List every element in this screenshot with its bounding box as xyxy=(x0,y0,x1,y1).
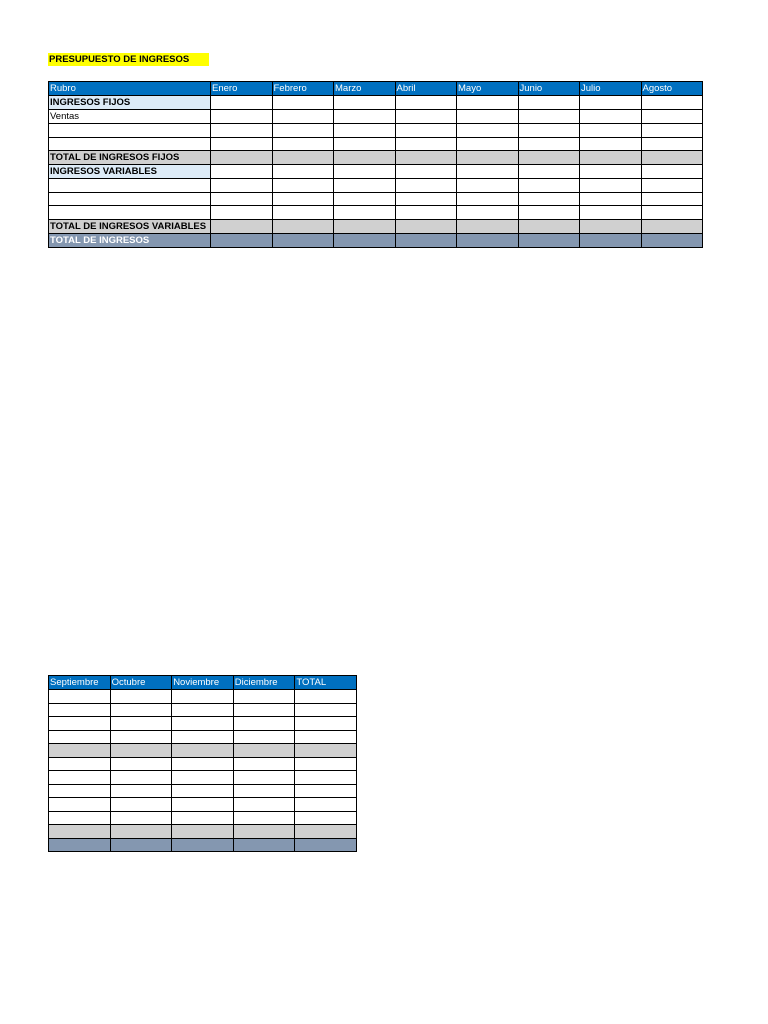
cell[interactable] xyxy=(518,219,580,233)
cell[interactable] xyxy=(110,811,172,825)
column-header-diciembre[interactable]: Diciembre xyxy=(233,676,295,690)
cell[interactable] xyxy=(641,219,703,233)
cell[interactable] xyxy=(233,717,295,731)
cell[interactable] xyxy=(172,784,234,798)
cell[interactable] xyxy=(211,151,273,165)
row-label[interactable]: INGRESOS FIJOS xyxy=(49,96,211,110)
cell[interactable] xyxy=(395,151,457,165)
cell[interactable] xyxy=(272,110,334,124)
table-row xyxy=(49,206,703,220)
cell[interactable] xyxy=(233,730,295,744)
cell[interactable] xyxy=(233,838,295,852)
cell[interactable] xyxy=(172,811,234,825)
cell[interactable] xyxy=(334,233,396,247)
cell[interactable] xyxy=(49,771,111,785)
cell[interactable] xyxy=(580,192,642,206)
row-label[interactable]: TOTAL DE INGRESOS VARIABLES xyxy=(49,219,211,233)
cell[interactable] xyxy=(641,137,703,151)
cell[interactable] xyxy=(641,179,703,193)
header-row xyxy=(49,82,703,96)
cell[interactable] xyxy=(295,690,357,704)
cell[interactable] xyxy=(518,192,580,206)
cell[interactable] xyxy=(172,757,234,771)
cell[interactable] xyxy=(110,717,172,731)
cell[interactable] xyxy=(295,744,357,758)
header-row xyxy=(49,676,357,690)
cell[interactable] xyxy=(395,192,457,206)
cell[interactable] xyxy=(518,233,580,247)
row-label[interactable]: Ventas xyxy=(49,110,211,124)
cell[interactable] xyxy=(110,825,172,839)
cell[interactable] xyxy=(172,717,234,731)
table-row xyxy=(49,192,703,206)
table-row xyxy=(49,703,357,717)
cell[interactable] xyxy=(580,219,642,233)
cell[interactable] xyxy=(580,96,642,110)
cell[interactable] xyxy=(641,110,703,124)
cell[interactable] xyxy=(172,825,234,839)
cell[interactable] xyxy=(272,206,334,220)
cell[interactable] xyxy=(233,798,295,812)
row-label[interactable] xyxy=(49,179,211,193)
cell[interactable] xyxy=(272,233,334,247)
section-row xyxy=(49,96,703,110)
cell[interactable] xyxy=(395,96,457,110)
row-label[interactable]: TOTAL DE INGRESOS xyxy=(49,233,211,247)
cell[interactable] xyxy=(457,206,519,220)
table-row xyxy=(49,179,703,193)
cell[interactable] xyxy=(395,124,457,138)
cell[interactable] xyxy=(49,730,111,744)
table-row xyxy=(49,784,357,798)
cell[interactable] xyxy=(49,784,111,798)
cell[interactable] xyxy=(334,179,396,193)
cell[interactable] xyxy=(110,784,172,798)
cell[interactable] xyxy=(49,690,111,704)
cell[interactable] xyxy=(518,137,580,151)
cell[interactable] xyxy=(295,811,357,825)
cell[interactable] xyxy=(172,690,234,704)
cell[interactable] xyxy=(110,798,172,812)
cell[interactable] xyxy=(49,798,111,812)
cell[interactable] xyxy=(272,179,334,193)
subtotal-row xyxy=(49,825,357,839)
cell[interactable] xyxy=(334,110,396,124)
cell[interactable] xyxy=(110,690,172,704)
cell[interactable] xyxy=(395,137,457,151)
column-header-total[interactable]: TOTAL xyxy=(295,676,357,690)
cell[interactable] xyxy=(457,96,519,110)
row-label[interactable] xyxy=(49,137,211,151)
cell[interactable] xyxy=(295,838,357,852)
cell[interactable] xyxy=(641,192,703,206)
cell[interactable] xyxy=(395,165,457,179)
cell[interactable] xyxy=(172,771,234,785)
cell[interactable] xyxy=(49,811,111,825)
cell[interactable] xyxy=(457,165,519,179)
table-row xyxy=(49,757,357,771)
cell[interactable] xyxy=(518,151,580,165)
cell[interactable] xyxy=(457,233,519,247)
cell[interactable] xyxy=(395,219,457,233)
cell[interactable] xyxy=(272,151,334,165)
table-row xyxy=(49,124,703,138)
cell[interactable] xyxy=(272,137,334,151)
column-header-enero[interactable]: Enero xyxy=(211,82,273,96)
cell[interactable] xyxy=(211,206,273,220)
cell[interactable] xyxy=(580,165,642,179)
cell[interactable] xyxy=(518,96,580,110)
cell[interactable] xyxy=(211,179,273,193)
column-header-mayo[interactable]: Mayo xyxy=(457,82,519,96)
cell[interactable] xyxy=(334,192,396,206)
subtotal-row xyxy=(49,744,357,758)
cell[interactable] xyxy=(518,124,580,138)
subtotal-row xyxy=(49,151,703,165)
cell[interactable] xyxy=(211,96,273,110)
cell[interactable] xyxy=(457,192,519,206)
column-header-febrero[interactable]: Febrero xyxy=(272,82,334,96)
column-header-septiembre[interactable]: Septiembre xyxy=(49,676,111,690)
row-label[interactable]: TOTAL DE INGRESOS FIJOS xyxy=(49,151,211,165)
cell[interactable] xyxy=(334,137,396,151)
cell[interactable] xyxy=(457,151,519,165)
cell[interactable] xyxy=(457,110,519,124)
cell[interactable] xyxy=(233,771,295,785)
cell[interactable] xyxy=(49,838,111,852)
cell[interactable] xyxy=(395,179,457,193)
cell[interactable] xyxy=(272,165,334,179)
cell[interactable] xyxy=(172,838,234,852)
table-row xyxy=(49,811,357,825)
cell[interactable] xyxy=(295,703,357,717)
cell[interactable] xyxy=(272,219,334,233)
column-header-junio[interactable]: Junio xyxy=(518,82,580,96)
cell[interactable] xyxy=(334,124,396,138)
cell[interactable] xyxy=(211,124,273,138)
cell[interactable] xyxy=(233,703,295,717)
cell[interactable] xyxy=(110,771,172,785)
cell[interactable] xyxy=(334,219,396,233)
cell[interactable] xyxy=(295,757,357,771)
cell[interactable] xyxy=(641,96,703,110)
cell[interactable] xyxy=(211,192,273,206)
cell[interactable] xyxy=(272,124,334,138)
cell[interactable] xyxy=(518,206,580,220)
cell[interactable] xyxy=(172,744,234,758)
cell[interactable] xyxy=(49,703,111,717)
cell[interactable] xyxy=(641,233,703,247)
subtotal-row xyxy=(49,219,703,233)
table-row xyxy=(49,730,357,744)
cell[interactable] xyxy=(395,206,457,220)
cell[interactable] xyxy=(641,151,703,165)
cell[interactable] xyxy=(272,96,334,110)
cell[interactable] xyxy=(334,165,396,179)
income-budget-table-jan-aug xyxy=(48,81,703,248)
cell[interactable] xyxy=(295,784,357,798)
cell[interactable] xyxy=(295,717,357,731)
cell[interactable] xyxy=(580,110,642,124)
cell[interactable] xyxy=(233,825,295,839)
table-row xyxy=(49,798,357,812)
cell[interactable] xyxy=(518,110,580,124)
grand-total-row xyxy=(49,838,357,852)
cell[interactable] xyxy=(211,165,273,179)
cell[interactable] xyxy=(580,233,642,247)
row-label[interactable] xyxy=(49,206,211,220)
cell[interactable] xyxy=(211,233,273,247)
cell[interactable] xyxy=(295,730,357,744)
section-row xyxy=(49,165,703,179)
cell[interactable] xyxy=(580,124,642,138)
cell[interactable] xyxy=(457,219,519,233)
table-row xyxy=(49,110,703,124)
cell[interactable] xyxy=(110,838,172,852)
column-header-octubre[interactable]: Octubre xyxy=(110,676,172,690)
table-row xyxy=(49,771,357,785)
column-header-rubro[interactable]: Rubro xyxy=(49,82,211,96)
table-row xyxy=(49,690,357,704)
cell[interactable] xyxy=(641,165,703,179)
cell[interactable] xyxy=(518,165,580,179)
sheet-title: PRESUPUESTO DE INGRESOS xyxy=(48,53,209,66)
cell[interactable] xyxy=(211,137,273,151)
cell[interactable] xyxy=(580,179,642,193)
cell[interactable] xyxy=(334,151,396,165)
column-header-abril[interactable]: Abril xyxy=(395,82,457,96)
table-row xyxy=(49,137,703,151)
cell[interactable] xyxy=(49,744,111,758)
cell[interactable] xyxy=(457,124,519,138)
cell[interactable] xyxy=(457,179,519,193)
cell[interactable] xyxy=(395,233,457,247)
cell[interactable] xyxy=(580,151,642,165)
cell[interactable] xyxy=(172,703,234,717)
cell[interactable] xyxy=(110,730,172,744)
cell[interactable] xyxy=(233,811,295,825)
cell[interactable] xyxy=(110,757,172,771)
cell[interactable] xyxy=(49,717,111,731)
column-header-julio[interactable]: Julio xyxy=(580,82,642,96)
cell[interactable] xyxy=(457,137,519,151)
cell[interactable] xyxy=(395,110,457,124)
cell[interactable] xyxy=(334,206,396,220)
cell[interactable] xyxy=(518,179,580,193)
table-row xyxy=(49,717,357,731)
row-label[interactable] xyxy=(49,124,211,138)
cell[interactable] xyxy=(580,206,642,220)
cell[interactable] xyxy=(295,798,357,812)
cell[interactable] xyxy=(172,730,234,744)
cell[interactable] xyxy=(233,690,295,704)
row-label[interactable]: INGRESOS VARIABLES xyxy=(49,165,211,179)
cell[interactable] xyxy=(641,124,703,138)
cell[interactable] xyxy=(641,206,703,220)
cell[interactable] xyxy=(233,744,295,758)
cell[interactable] xyxy=(172,798,234,812)
cell[interactable] xyxy=(580,137,642,151)
cell[interactable] xyxy=(110,744,172,758)
grand-total-row xyxy=(49,233,703,247)
cell[interactable] xyxy=(233,784,295,798)
cell[interactable] xyxy=(295,771,357,785)
cell[interactable] xyxy=(110,703,172,717)
cell[interactable] xyxy=(295,825,357,839)
column-header-marzo[interactable]: Marzo xyxy=(334,82,396,96)
cell[interactable] xyxy=(49,825,111,839)
column-header-noviembre[interactable]: Noviembre xyxy=(172,676,234,690)
cell[interactable] xyxy=(211,110,273,124)
cell[interactable] xyxy=(233,757,295,771)
cell[interactable] xyxy=(211,219,273,233)
cell[interactable] xyxy=(49,757,111,771)
cell[interactable] xyxy=(272,192,334,206)
column-header-agosto[interactable]: Agosto xyxy=(641,82,703,96)
row-label[interactable] xyxy=(49,192,211,206)
income-budget-table-sep-dec xyxy=(48,675,357,852)
cell[interactable] xyxy=(334,96,396,110)
